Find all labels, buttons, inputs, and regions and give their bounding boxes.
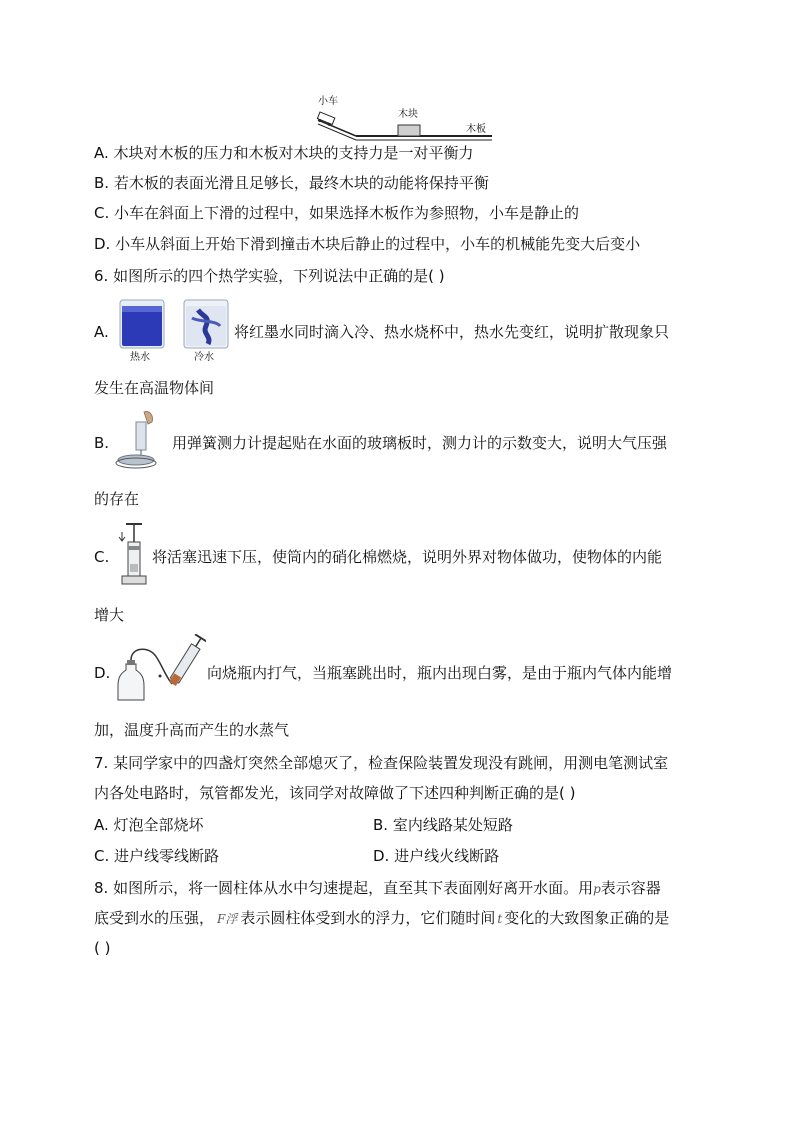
q7-option-b: B. 室内线路某处短路 <box>373 816 513 834</box>
q8-line-1 <box>94 877 661 900</box>
piston-cylinder-figure <box>116 520 152 590</box>
q8-line-2-pre: 底受到水的压强， <box>94 909 215 927</box>
q5-option-b: B. 若木板的表面光滑且足够长，最终木块的动能将保持平衡 <box>94 174 489 192</box>
q6-a-text-2: 发生在高温物体间 <box>94 379 215 397</box>
label-block: 木块 <box>398 109 418 120</box>
var-t: t <box>497 912 503 926</box>
q8-line-2-mid: 表示圆柱体受到水的浮力，它们随时间 <box>240 909 496 927</box>
q5-option-a: A. 木块对木板的压力和木板对木块的支持力是一对平衡力 <box>94 144 474 162</box>
q6-c-text-2: 增大 <box>94 606 125 624</box>
q6-b-text-2: 的存在 <box>94 490 140 508</box>
q7-option-a: A. 灯泡全部烧坏 <box>94 816 204 834</box>
label-car: 小车 <box>318 96 338 107</box>
q7-option-d: D. 进户线火线断路 <box>373 847 500 865</box>
q6-b-text-1: 用弹簧测力计提起贴在水面的玻璃板时，测力计的示数变大，说明大气压强 <box>172 434 668 452</box>
q6-a-label: A. <box>94 323 109 341</box>
label-board: 木板 <box>466 124 486 135</box>
block-icon <box>398 125 420 136</box>
q6-d-label: D. <box>94 664 111 682</box>
q6-c-text-1: 将活塞迅速下压，使筒内的硝化棉燃烧，说明外界对物体做功，使物体的内能 <box>152 548 663 566</box>
flask-pump-figure <box>116 634 206 704</box>
q6-c-label: C. <box>94 548 110 566</box>
q6-d-text-1: 向烧瓶内打气，当瓶塞跳出时，瓶内出现白雾，是由于瓶内气体内能增 <box>207 664 673 682</box>
q8-line-2 <box>94 907 669 930</box>
caption-hot-water: 热水 <box>130 352 150 363</box>
beaker-hot-figure <box>118 298 166 350</box>
q5-option-c: C. 小车在斜面上下滑的过程中，如果选择木板作为参照物，小车是静止的 <box>94 204 580 222</box>
q6-b-label: B. <box>94 434 110 452</box>
q8-line-3: ( ) <box>94 939 111 957</box>
q8-line-2-post: 变化的大致图象正确的是 <box>504 909 670 927</box>
var-p: p <box>593 882 601 896</box>
q6-a-text-1: 将红墨水同时滴入冷、热水烧杯中，热水先变红，说明扩散现象只 <box>234 323 670 341</box>
q8-line-1-post: 表示容器 <box>600 879 661 897</box>
q7-option-c: C. 进户线零线断路 <box>94 847 220 865</box>
q8-line-1-pre: 8. 如图所示，将一圆柱体从水中匀速提起，直至其下表面刚好离开水面。用 <box>94 879 594 897</box>
q6-stem: 6. 如图所示的四个热学实验，下列说法中正确的是( ) <box>94 267 445 285</box>
spring-scale-figure <box>114 410 170 470</box>
q6-d-text-2: 加，温度升高而产生的水蒸气 <box>94 721 290 739</box>
q5-option-d: D. 小车从斜面上开始下滑到撞击木块后静止的过程中，小车的机械能先变大后变小 <box>94 235 641 253</box>
var-f-buoyancy: F浮 <box>217 912 238 926</box>
q7-stem-2: 内各处电路时，氖管都发光，该同学对故障做了下述四种判断正确的是( ) <box>94 784 576 802</box>
q7-stem-1: 7. 某同学家中的四盏灯突然全部熄灭了，检查保险装置发现没有跳闸，用测电笔测试室 <box>94 754 669 772</box>
beaker-cold-figure <box>182 298 230 350</box>
caption-cold-water: 冷水 <box>194 352 214 363</box>
